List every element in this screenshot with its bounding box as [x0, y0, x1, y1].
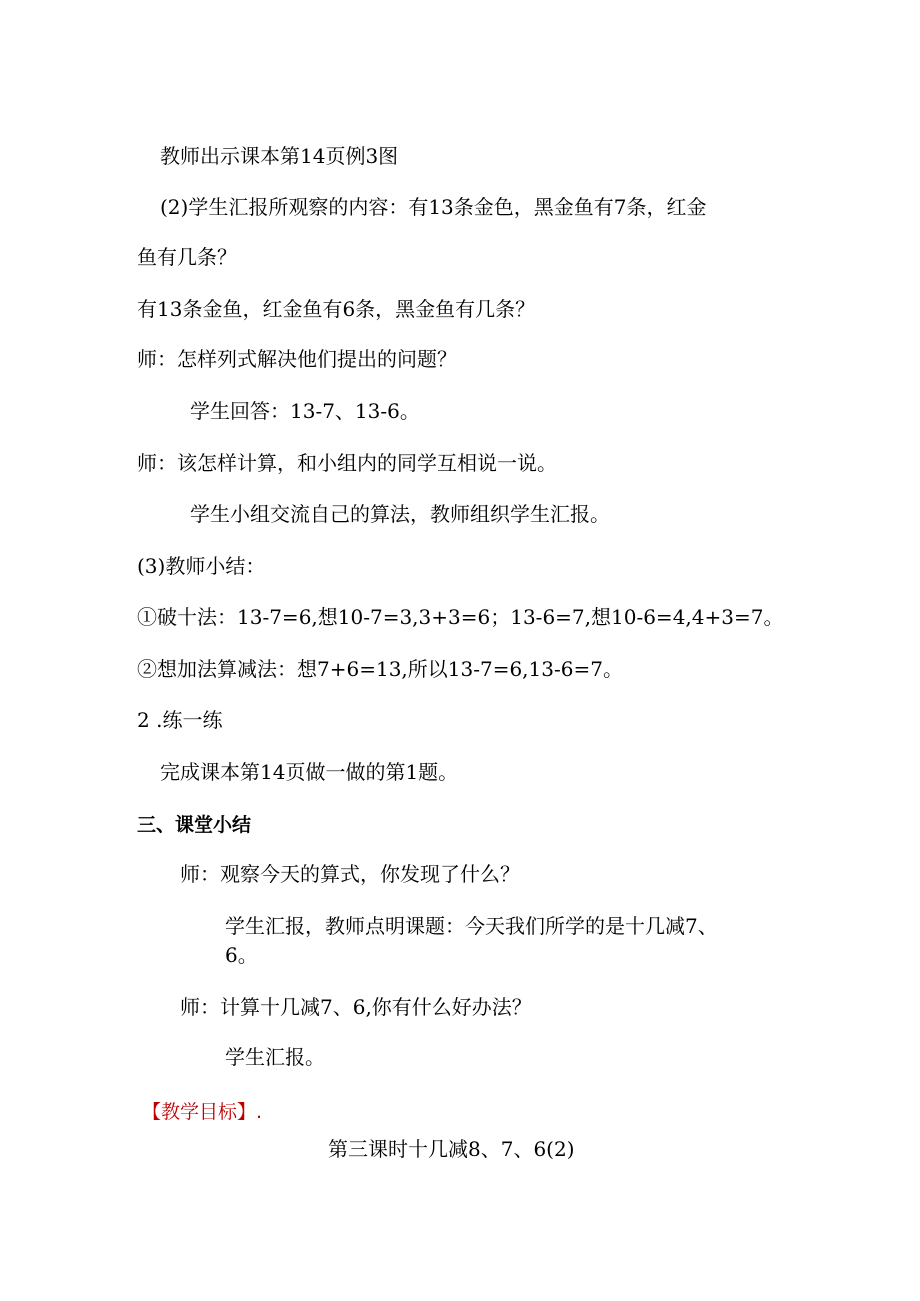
- text-line-12: 2 .练一练: [137, 708, 223, 732]
- text-line-6: 学生回答：13-7、13-6。: [190, 399, 420, 423]
- text-line-3: 鱼有几条？: [137, 245, 237, 269]
- teaching-goal-heading: 【教学目标】.: [142, 1101, 263, 1123]
- text-line-13: 完成课本第14页做一做的第1题。: [160, 760, 459, 784]
- text-line-4: 有13条金鱼，红金鱼有6条，黑金鱼有几条？: [137, 297, 536, 321]
- text-line-8: 学生小组交流自己的算法，教师组织学生汇报。: [190, 502, 610, 526]
- text-line-15: 师：观察今天的算式，你发现了什么？: [180, 862, 520, 886]
- section-heading: 三、课堂小结: [137, 814, 252, 836]
- lesson-title: 第三课时十几减8、7、6(2): [328, 1137, 575, 1161]
- text-line-17: 6。: [225, 943, 258, 967]
- text-line-16: 学生汇报，教师点明课题：今天我们所学的是十几减7、: [225, 914, 718, 938]
- text-line-5: 师：怎样列式解决他们提出的问题？: [137, 347, 457, 371]
- text-line-18: 师：计算十几减7、6,你有什么好办法？: [180, 995, 532, 1019]
- text-line-11: ②想加法算减法：想7+6=13,所以13-7=6,13-6=7。: [137, 657, 623, 681]
- text-line-7: 师：该怎样计算，和小组内的同学互相说一说。: [137, 451, 557, 475]
- text-line-9: (3)教师小结：: [137, 554, 266, 578]
- text-line-10: ①破十法：13-7=6,想10-7=3,3+3=6；13-6=7,想10-6=4,4+3=7。: [137, 605, 784, 629]
- text-line-1: 教师出示课本第14页例3图: [160, 144, 399, 168]
- text-line-2: (2)学生汇报所观察的内容：有13条金色，黑金鱼有7条，红金: [160, 195, 707, 219]
- text-line-19: 学生汇报。: [225, 1045, 325, 1069]
